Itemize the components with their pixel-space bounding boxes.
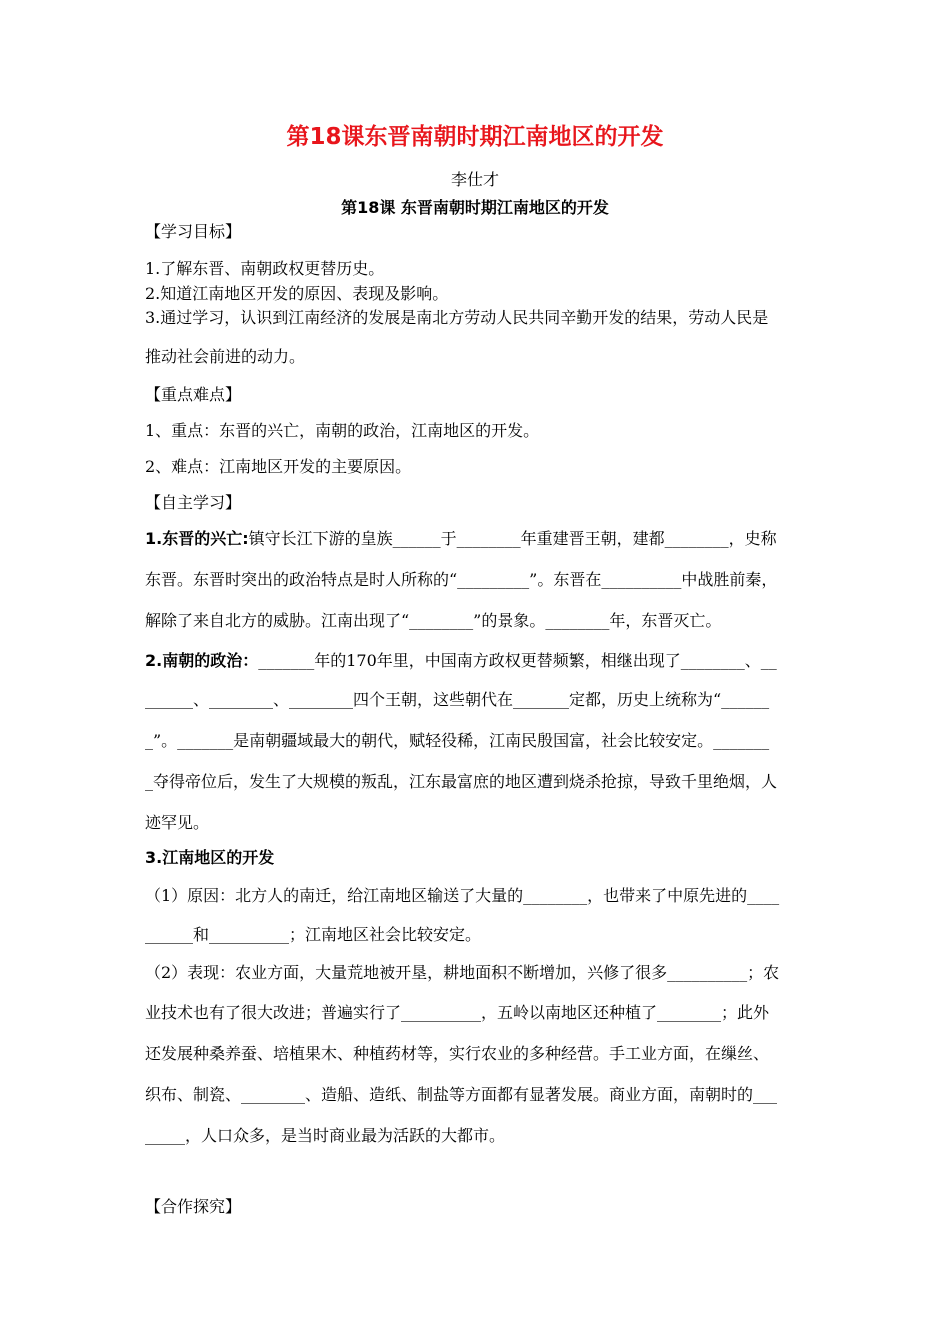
part1-line — [145, 529, 777, 549]
part2-text: _______年的170年里，中国南方政权更替频繁，相继出现了________、__ — [258, 651, 777, 670]
document-author: 李仕才 — [450, 170, 499, 189]
part1-heading: 1.东晋的兴亡: — [145, 529, 249, 548]
objective-item: 2.知道江南地区开发的原因、表现及影响。 — [145, 284, 449, 303]
part1-text: 镇守长江下游的皇族______于________年重建晋王朝，建都________，史称 — [248, 529, 777, 548]
part2-line: 迹罕见。 — [145, 813, 210, 832]
objectives-header: 【学习目标】 — [145, 222, 242, 241]
part2-line: _夺得帝位后，发生了大规模的叛乱，江东最富庶的地区遭到烧杀抢掠，导致千里绝烟，人 — [145, 772, 778, 791]
self-study-header: 【自主学习】 — [145, 493, 242, 512]
key-point-item: 1、重点：东晋的兴亡，南朝的政治，江南地区的开发。 — [145, 421, 540, 440]
objective-item: 1.了解东晋、南朝政权更替历史。 — [145, 259, 385, 278]
part2-line: _”。_______是南朝疆域最大的朝代，赋轻役稀，江南民殷国富，社会比较安定。_______ — [145, 731, 770, 750]
part3-line: 还发展种桑养蚕、培植果木、种植药材等，实行农业的多种经营。手工业方面，在缫丝、 — [145, 1044, 770, 1063]
part1-line: 东晋。东晋时突出的政治特点是时人所称的“_________”。东晋在__________中战胜前秦， — [145, 570, 778, 589]
part3-line: 织布、制瓷、________、造船、造纸、制盐等方面都有显著发展。商业方面，南朝时的___ — [145, 1085, 778, 1104]
objective-item: 推动社会前进的动力。 — [145, 347, 306, 366]
document-title: 第18课东晋南朝时期江南地区的开发 — [286, 124, 664, 150]
key-point-item: 2、难点：江南地区开发的主要原因。 — [145, 457, 412, 476]
key-points-header: 【重点难点】 — [145, 385, 242, 404]
part2-line: ______、________、________四个王朝，这些朝代在_______定都，历史上统称为“______ — [145, 690, 770, 709]
part1-line: 解除了来自北方的威胁。江南出现了“________”的景象。________年，东晋灭亡。 — [145, 611, 722, 630]
lesson-subtitle: 第18课 东晋南朝时期江南地区的开发 — [341, 198, 609, 217]
part2-heading: 2.南朝的政治： — [145, 651, 259, 670]
part2-line — [145, 651, 777, 671]
part3-line: 业技术也有了很大改进；普遍实行了__________，五岭以南地区还种植了________；此外 — [145, 1003, 770, 1022]
part3-line: （1）原因：北方人的南迁，给江南地区输送了大量的________，也带来了中原先进的____ — [145, 886, 780, 905]
cooperation-header: 【合作探究】 — [145, 1197, 242, 1216]
part3-line: _____，人口众多，是当时商业最为活跃的大都市。 — [145, 1126, 506, 1145]
part3-line: ______和__________；江南地区社会比较安定。 — [145, 925, 482, 944]
part3-heading: 3.江南地区的开发 — [145, 848, 275, 867]
objective-item: 3.通过学习，认识到江南经济的发展是南北方劳动人民共同辛勤开发的结果，劳动人民是 — [145, 308, 769, 327]
part3-line: （2）表现：农业方面，大量荒地被开垦，耕地面积不断增加，兴修了很多__________；农 — [145, 963, 780, 982]
